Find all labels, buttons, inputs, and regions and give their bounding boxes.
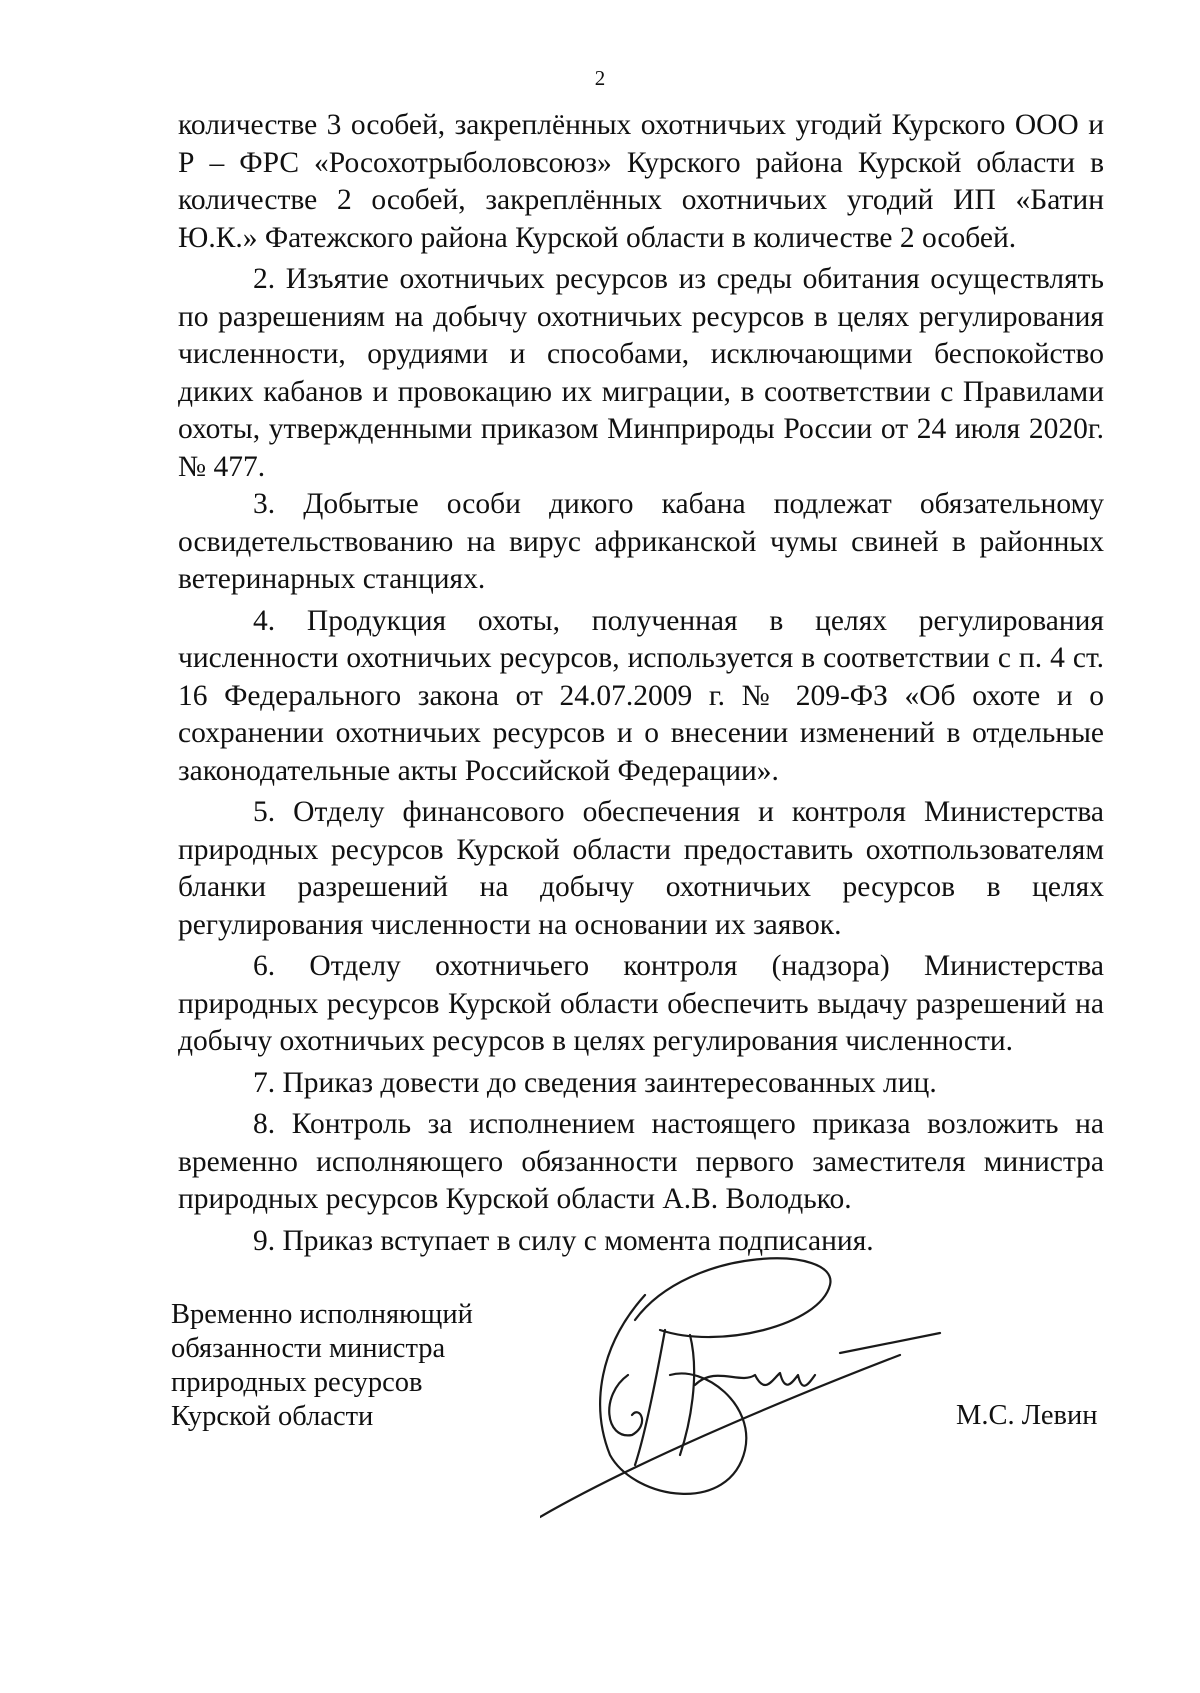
paragraph-item-3: 3. Добытые особи дикого кабана подлежат обязательному освидетельствованию на вирус африканской чумы свиней в районных ветеринарных станциях. xyxy=(178,488,1104,595)
signatory-position-line: Временно исполняющий xyxy=(171,1299,473,1330)
signatory-position-line: природных ресурсов xyxy=(171,1367,423,1398)
signatory-position-line: Курской области xyxy=(171,1401,374,1432)
paragraph-item-2: 2. Изъятие охотничьих ресурсов из среды обитания осуществлять по разрешениям на добычу охотничьих ресурсов в целях регулирования численности, орудиями и способами, исключающими беспокойство диких кабанов и провокацию их миграции, в соответствии с Правилами охоты, утвержденными приказом Минприроды России от 24 июля 2020г. № 477. xyxy=(178,263,1104,483)
paragraph-item-5: 5. Отделу финансового обеспечения и контроля Министерства природных ресурсов Курской области предоставить охотпользователям бланки разрешений на добычу охотничьих ресурсов в целях регулирования численности на основании их заявок. xyxy=(178,796,1104,941)
paragraph-item-4: 4. Продукция охоты, полученная в целях регулирования численности охотничьих ресурсов, используется в соответствии с п. 4 ст. 16 Федерального закона от 24.07.2009 г. № 209-ФЗ «Об охоте и о сохранении охотничьих ресурсов и о внесении изменений в отдельные законодательные акты Российской Федерации». xyxy=(178,604,1104,787)
paragraph-item-9: 9. Приказ вступает в силу с момента подписания. xyxy=(253,1224,874,1257)
handwritten-signature xyxy=(540,1255,960,1555)
page-number: 2 xyxy=(594,66,606,90)
paragraph-item-8: 8. Контроль за исполнением настоящего приказа возложить на временно исполняющего обязанности первого заместителя министра природных ресурсов Курской области А.В. Володько. xyxy=(178,1108,1104,1215)
signer-name: М.С. Левин xyxy=(956,1400,1098,1431)
document-body xyxy=(178,107,1104,1260)
paragraph-item-7: 7. Приказ довести до сведения заинтересованных лиц. xyxy=(253,1066,937,1099)
paragraph-item-6: 6. Отделу охотничьего контроля (надзора) Министерства природных ресурсов Курской области обеспечить выдачу разрешений на добычу охотничьих ресурсов в целях регулирования численности. xyxy=(178,950,1104,1057)
paragraph-continuation: количестве 3 особей, закреплённых охотничьих угодий Курского ООО и Р – ФРС «Росохотрыболовсоюз» Курского района Курской области в количестве 2 особей, закреплённых охотничьих угодий ИП «Батин Ю.К.» Фатежского района Курской области в количестве 2 особей. xyxy=(178,109,1104,254)
signatory-position-line: обязанности министра xyxy=(171,1333,446,1364)
signatory-position xyxy=(171,1298,473,1434)
